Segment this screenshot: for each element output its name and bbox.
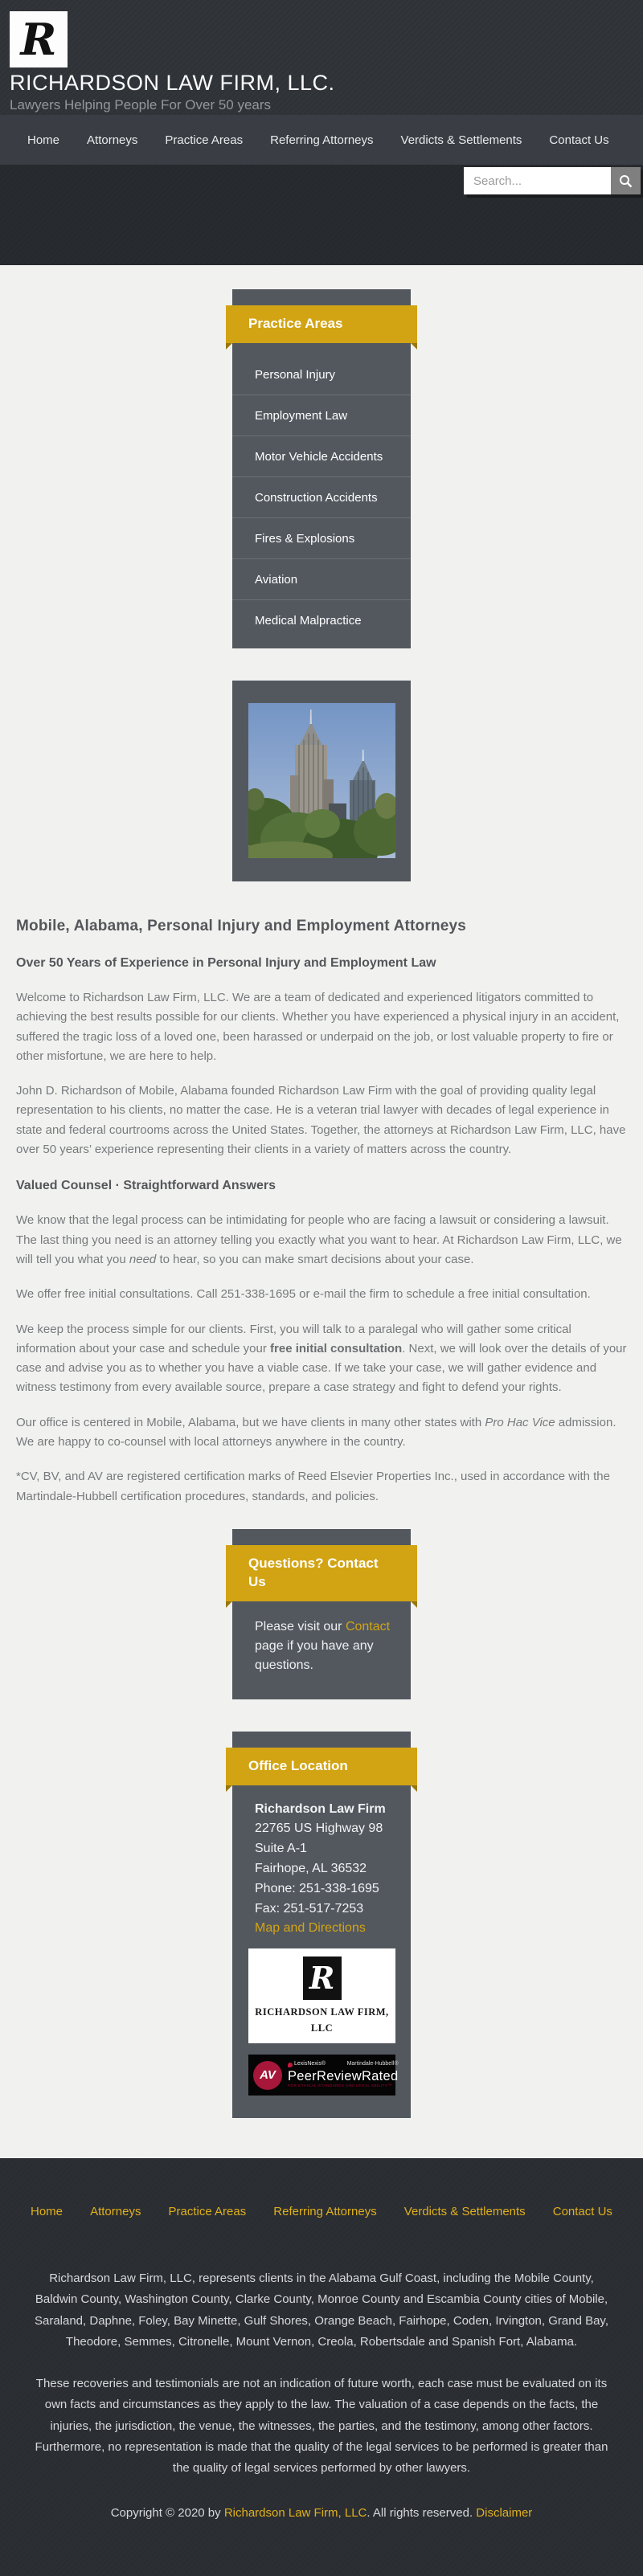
founder-paragraph: John D. Richardson of Mobile, Alabama founded Richardson Law Firm with the goal of providing quality legal representation to his clients, no matter the case. He is a veteran trial lawyer with decades of legal experience in state and federal courtrooms across the United States. Together, the attorneys at Richardson Law Firm, LLC, have over 50 years’ experience representing their clients in a variety of matters across the country. <box>16 1084 626 1157</box>
map-directions-link[interactable]: Map and Directions <box>255 1921 366 1936</box>
mobile-alabama-skyline-photo <box>248 703 395 858</box>
main-content <box>0 881 643 1507</box>
practice-item-motor-vehicle-accidents[interactable]: Motor Vehicle Accidents <box>232 436 411 477</box>
magnifier-icon <box>619 174 633 188</box>
process-paragraph: We keep the process simple for our clients. First, you will talk to a paralegal who will gather some critical information about your case and schedule your free initial consultation. Next, we will look over the details of your case and advise you as to whether you have a viable case. If we take your case, we will gather evidence and witness testimony from every available source, prepare a case strategy and fight to defend your rights. <box>16 1322 627 1395</box>
office-location-title: Office Location <box>226 1748 417 1785</box>
practice-item-personal-injury[interactable]: Personal Injury <box>232 354 411 395</box>
practice-item-aviation[interactable]: Aviation <box>232 559 411 600</box>
consultations-paragraph: We offer free initial consultations. Call 251-338-1695 or e-mail the firm to schedule a free initial consultation. <box>16 1287 591 1302</box>
main-nav <box>0 115 643 165</box>
copyright-firm-link[interactable]: Richardson Law Firm, LLC <box>223 2506 367 2521</box>
counsel-paragraph: We know that the legal process can be intimidating for people who are facing a lawsuit or considering a lawsuit. The last thing you need is an attorney telling you exactly what you want to hear. At Richardson Law Firm, LLC, we will tell you what you need to hear, so you can make smart decisions about your case. <box>16 1213 622 1266</box>
firm-logo-card <box>248 1948 395 2043</box>
footer-nav-verdicts-settlements[interactable]: Verdicts & Settlements <box>403 2205 526 2219</box>
logo-r-monogram-icon: R <box>20 14 57 65</box>
search-button[interactable] <box>611 167 641 194</box>
office-phone: Phone: 251-338-1695 <box>255 1881 379 1895</box>
footer-nav-home[interactable]: Home <box>31 2205 63 2219</box>
office-address-line3: Fairhope, AL 36532 <box>255 1862 367 1876</box>
footer-nav-attorneys[interactable]: Attorneys <box>90 2205 141 2219</box>
office-address-line1: 22765 US Highway 98 <box>255 1822 383 1836</box>
office-location-box <box>232 1732 411 2118</box>
experience-subheading: Over 50 Years of Experience in Personal Injury and Employment Law <box>16 955 436 970</box>
welcome-paragraph: Welcome to Richardson Law Firm, LLC. We are a team of dedicated and experienced litigators committed to achieving the best results possible for our clients. Whether you have experienced a physical injury in an accident, suffered the tragic loss of a loved one, been harassed or underpaid on the job, or lost valuable property to fire or other misfortune, we are here to help. <box>16 990 620 1063</box>
practice-areas-box <box>232 289 411 648</box>
peer-review-sub-text: FOR ETHICAL STANDARDS AND LEGAL ABILITY™ <box>288 2084 392 2089</box>
office-address-block <box>232 1785 411 2118</box>
hero-band <box>0 165 643 265</box>
questions-contact-box <box>232 1529 411 1699</box>
practice-item-fires-explosions[interactable]: Fires & Explosions <box>232 518 411 559</box>
lexisnexis-logo: LexisNexis® <box>288 2060 326 2069</box>
footer-nav <box>0 2205 643 2218</box>
footer-copyright: Copyright © 2020 by Richardson Law Firm, LLC. All rights reserved. Disclaimer <box>110 2506 533 2521</box>
nav-item-referring-attorneys[interactable]: Referring Attorneys <box>270 133 374 147</box>
footer-disclaimer-paragraph: These recoveries and testimonials are not an indication of future worth, each case must be evaluated on its own facts and circumstances as they apply to the law. The valuation of a case depends on the facts, the injuries, the jurisdiction, the venue, the witnesses, the parties, and the testimony, among other factors. Furthermore, no representation is made that the quality of the legal services to be performed is greater than the quality of legal services performed by other lawyers. <box>35 2377 608 2476</box>
certification-disclaimer-paragraph: *CV, BV, and AV are registered certification marks of Reed Elsevier Properties Inc., used in accordance with the Martindale-Hubbell certification procedures, standards, and policies. <box>16 1470 610 1503</box>
logo-card-caption: RICHARDSON LAW FIRM, LLC <box>255 2006 389 2034</box>
footer-nav-practice-areas[interactable]: Practice Areas <box>168 2205 247 2219</box>
av-rating-icon: AV <box>253 2061 282 2090</box>
questions-box-title: Questions? Contact Us <box>226 1545 417 1601</box>
nav-item-verdicts-settlements[interactable]: Verdicts & Settlements <box>400 133 522 147</box>
skyline-photo-box <box>232 681 411 881</box>
office-firm-name: Richardson Law Firm <box>255 1801 386 1816</box>
search-input[interactable] <box>464 167 611 194</box>
logo-r-monogram-small-icon: R <box>303 1957 342 2000</box>
disclaimer-link[interactable]: Disclaimer <box>476 2506 533 2521</box>
search-bar <box>464 167 641 194</box>
site-header <box>0 0 643 115</box>
nav-item-contact-us[interactable]: Contact Us <box>549 133 609 147</box>
questions-box-text: Please visit our Contact page if you have any questions. <box>255 1619 391 1672</box>
contact-page-link[interactable]: Contact <box>345 1619 391 1634</box>
office-fax: Fax: 251-517-7253 <box>255 1901 364 1916</box>
site-tagline: Lawyers Helping People For Over 50 years <box>10 97 272 112</box>
practice-areas-title: Practice Areas <box>226 305 417 343</box>
site-footer <box>0 2158 643 2576</box>
practice-item-medical-malpractice[interactable]: Medical Malpractice <box>255 613 362 628</box>
footer-service-area-paragraph: Richardson Law Firm, LLC, represents clients in the Alabama Gulf Coast, including the Mobile County, Baldwin County, Washington County, Clarke County, Monroe County and Escambia County cities of Mobile, Saraland, Daphne, Foley, Bay Minette, Gulf Shores, Orange Beach, Fairhope, Coden, Irvington, Grand Bay, Theodore, Semmes, Citronelle, Mount Vernon, Creola, Robertsdale and Spanish Fort, Alabama. <box>34 2271 608 2349</box>
practice-areas-list <box>232 343 411 648</box>
peer-review-rated-text: PeerReviewRated <box>288 2069 399 2084</box>
nav-item-practice-areas[interactable]: Practice Areas <box>165 133 244 147</box>
nav-item-attorneys[interactable]: Attorneys <box>87 133 138 147</box>
practice-item-employment-law[interactable]: Employment Law <box>232 395 411 436</box>
practice-item-construction-accidents[interactable]: Construction Accidents <box>232 477 411 518</box>
pro-hac-vice-paragraph: Our office is centered in Mobile, Alabama, but we have clients in many other states with Pro Hac Vice admission. We are happy to co-counsel with local attorneys anywhere in the country. <box>16 1415 616 1449</box>
office-address-line2: Suite A-1 <box>255 1842 307 1856</box>
footer-nav-referring-attorneys[interactable]: Referring Attorneys <box>273 2205 377 2219</box>
valued-counsel-subheading: Valued Counsel · Straightforward Answers <box>16 1179 276 1193</box>
martindale-hubbell-logo: Martindale-Hubbell® <box>346 2061 399 2067</box>
firm-logo[interactable] <box>10 11 68 67</box>
footer-nav-contact-us[interactable]: Contact Us <box>552 2205 612 2219</box>
page-title: Mobile, Alabama, Personal Injury and Employment Attorneys <box>16 917 467 934</box>
site-title: RICHARDSON LAW FIRM, LLC. <box>10 71 335 95</box>
lexisnexis-flame-icon <box>288 2063 293 2067</box>
nav-item-home[interactable]: Home <box>27 133 60 147</box>
av-peer-review-badge <box>248 2055 399 2096</box>
